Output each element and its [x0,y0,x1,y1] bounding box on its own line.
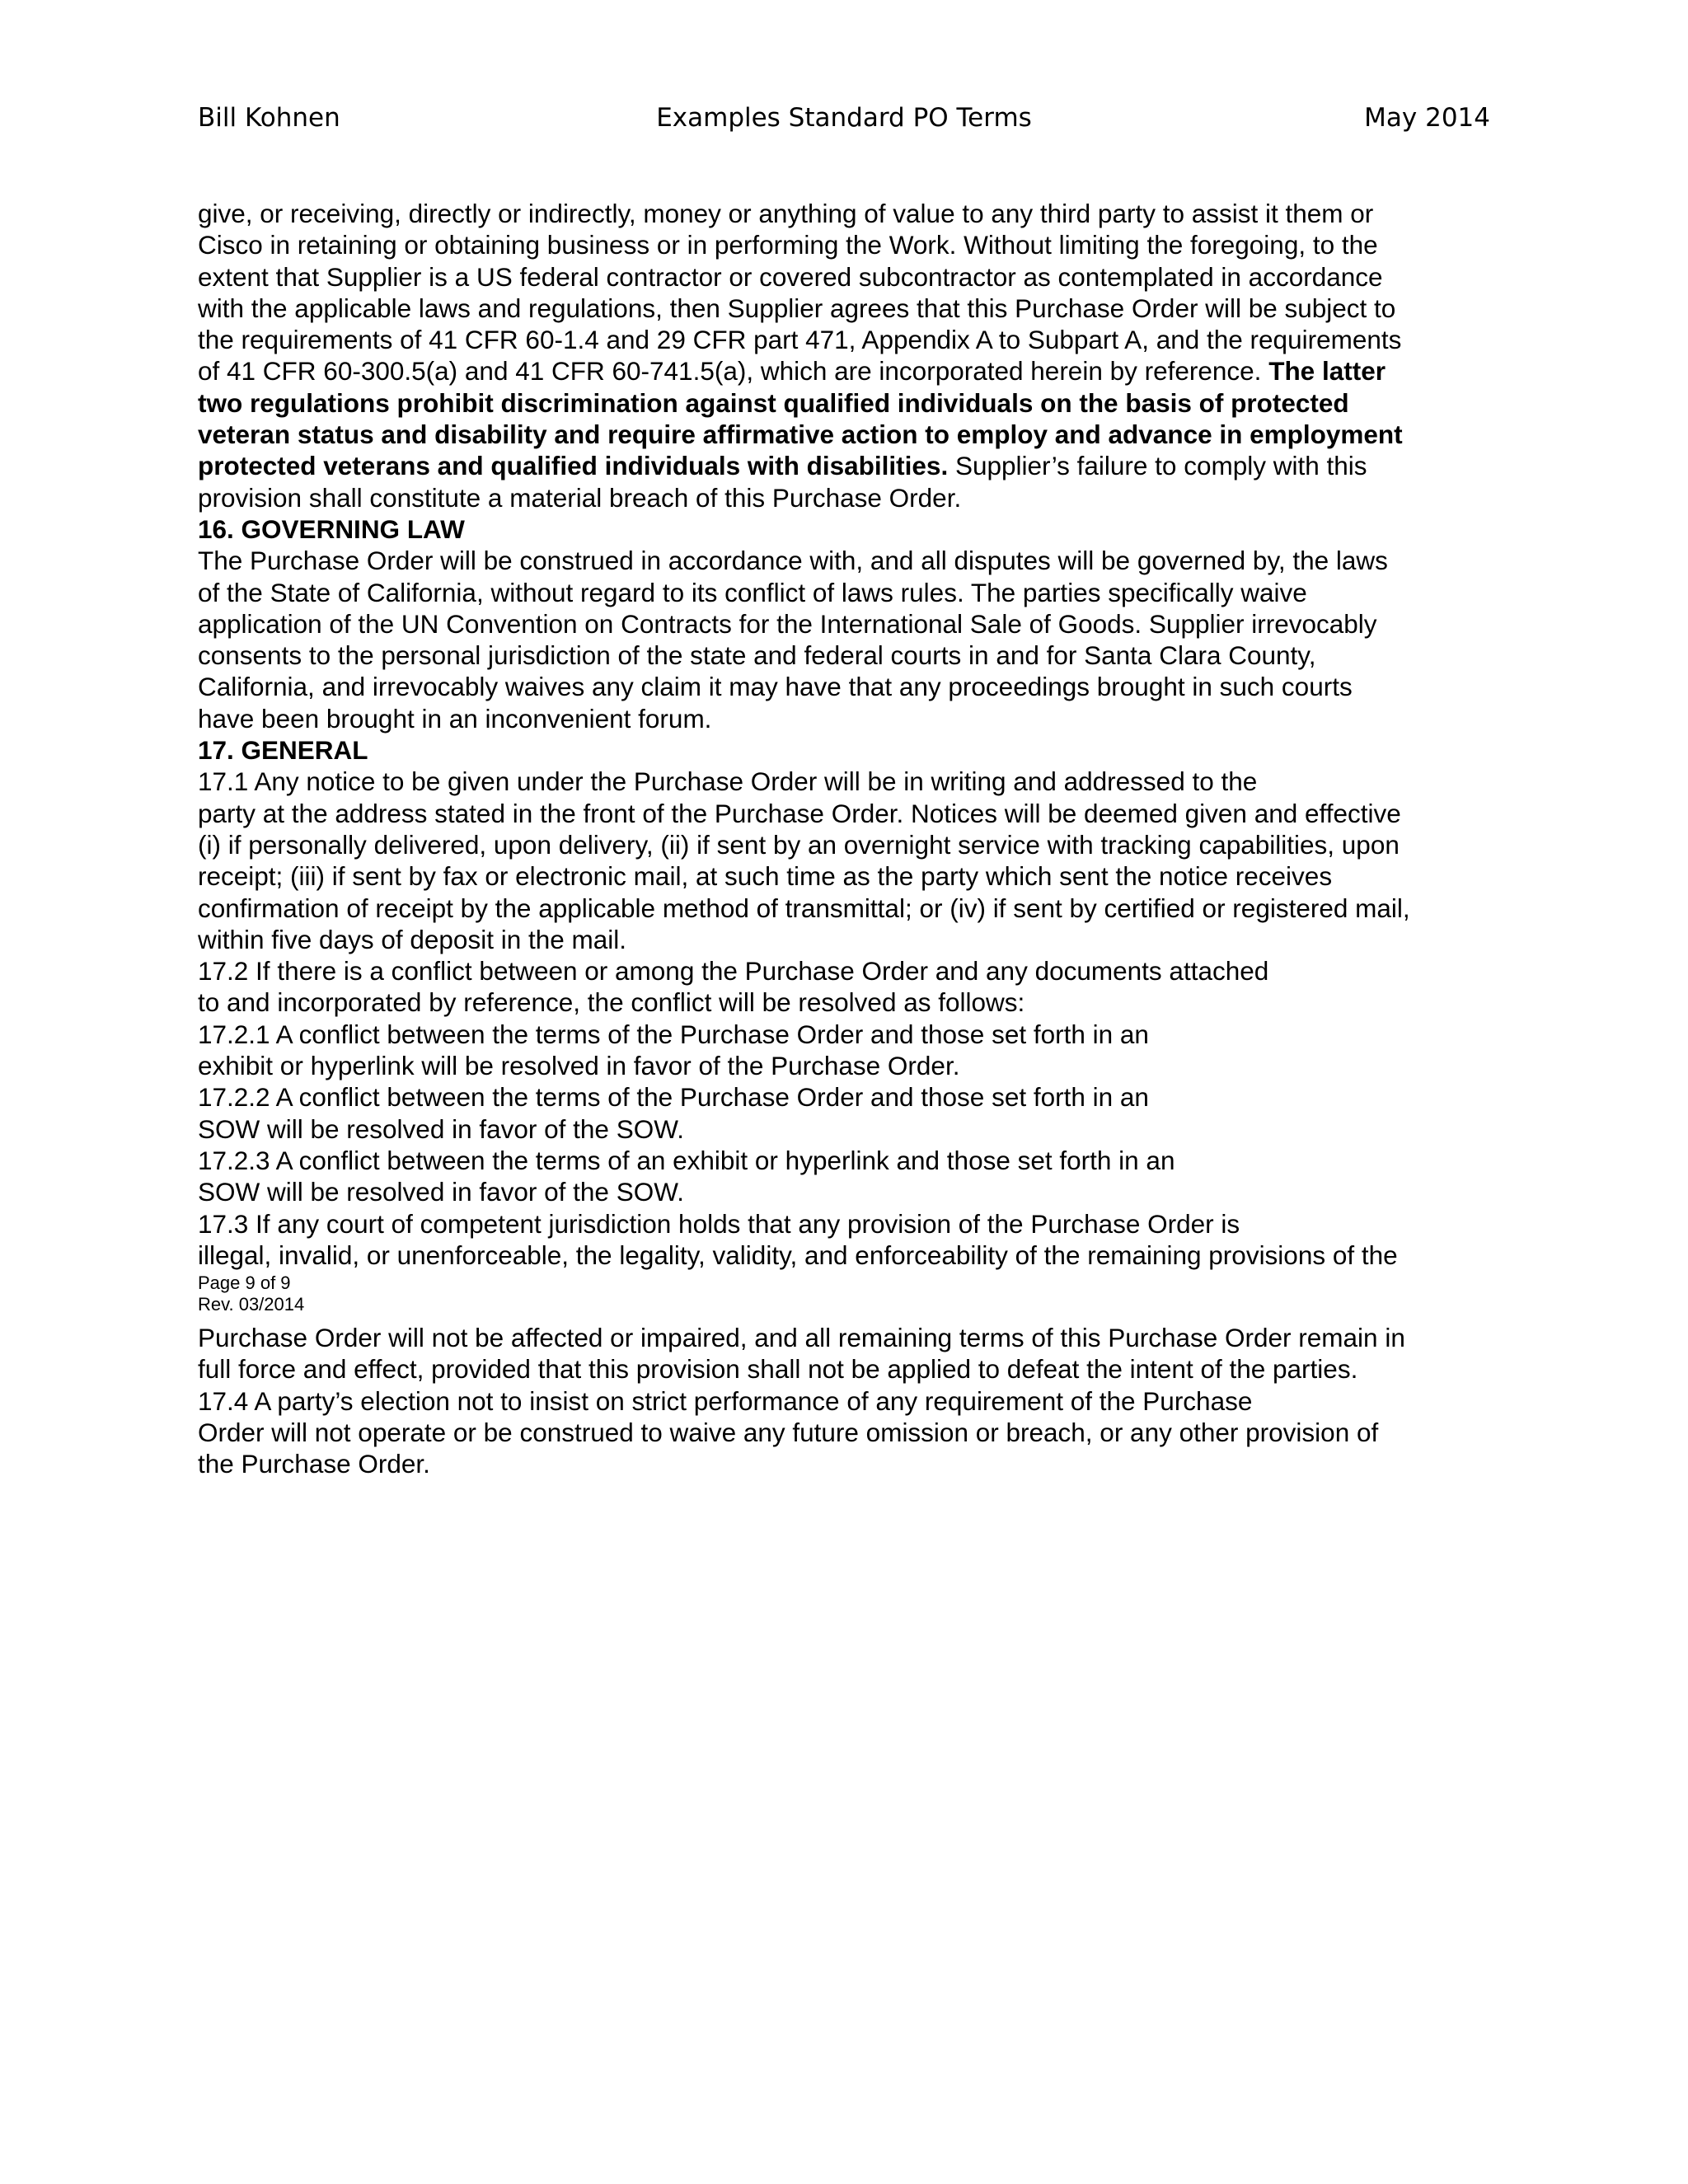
text-line [198,450,1500,481]
text-line [198,387,1500,419]
header-author: Bill Kohnen [198,103,340,133]
text-line: 17.2 If there is a conflict between or among the Purchase Order and any documents attached [198,956,1269,987]
text-line: full force and effect, provided that this provision shall not be applied to defeat the intent of the parties. [198,1354,1358,1385]
bold-text: protected veterans and qualified individuals with disabilities. [198,451,949,481]
text-line: receipt; (iii) if sent by fax or electronic mail, at such time as the party which sent the notice receives [198,861,1333,892]
section-17 [198,734,1500,1480]
text-line: SOW will be resolved in favor of the SOW. [198,1177,684,1207]
text-line: SOW will be resolved in favor of the SOW. [198,1113,684,1144]
text-line [198,734,1500,766]
header-title: Examples Standard PO Terms [656,103,1032,133]
section-15-continuation [198,198,1500,513]
text-line: application of the UN Convention on Contracts for the International Sale of Goods. Supplier irrevocably [198,608,1377,639]
text-line: Order will not operate or be construed to waive any future omission or breach, or any other provision of [198,1417,1379,1447]
text-line [198,355,1500,387]
text-line: extent that Supplier is a US federal contractor or covered subcontractor as contemplated in accordance [198,261,1383,292]
revision-label: Rev. 03/2014 [198,1294,305,1315]
text-line: 17.2.1 A conflict between the terms of the Purchase Order and those set forth in an [198,1019,1149,1049]
text-line: party at the address stated in the front of the Purchase Order. Notices will be deemed given and effective [198,798,1401,828]
page-header [198,97,1490,138]
text-line: 17.2.3 A conflict between the terms of an exhibit or hyperlink and those set forth in an [198,1145,1175,1175]
text-line: of the State of California, without regard to its conflict of laws rules. The parties specifically waive [198,577,1307,607]
text-line: consents to the personal jurisdiction of the state and federal courts in and for Santa Clara County, [198,640,1316,671]
text-line: with the applicable laws and regulations, then Supplier agrees that this Purchase Order will be subject to [198,293,1396,323]
text-line: Cisco in retaining or obtaining business or in performing the Work. Without limiting the foregoing, to the [198,230,1378,260]
text-line: (i) if personally delivered, upon delivery, (ii) if sent by an overnight service with tracking capabilities, upon [198,829,1400,860]
bold-text: veteran status and disability and require affirmative action to employ and advance in employment [198,419,1403,450]
text-line: within five days of deposit in the mail. [198,924,627,954]
text-line: 17.2.2 A conflict between the terms of the Purchase Order and those set forth in an [198,1082,1149,1113]
text-line: the Purchase Order. [198,1449,430,1479]
text-line [198,513,1500,545]
text-line: exhibit or hyperlink will be resolved in favor of the Purchase Order. [198,1051,960,1081]
text-line: give, or receiving, directly or indirectly, money or anything of value to any third party to assist it them or [198,199,1374,228]
bold-text: two regulations prohibit discrimination against qualified individuals on the basis of protected [198,387,1349,418]
text-line: California, and irrevocably waives any claim it may have that any proceedings brought in such courts [198,672,1353,702]
bold-text: The latter [1268,356,1386,387]
text-line: 17.1 Any notice to be given under the Purchase Order will be in writing and addressed to the [198,766,1258,797]
text-line: Purchase Order will not be affected or impaired, and all remaining terms of this Purchase Order remain in [198,1323,1405,1353]
section-heading: 16. GOVERNING LAW [198,513,465,544]
text-line: have been brought in an inconvenient forum. [198,703,712,733]
page-number: Page 9 of 9 [198,1272,291,1294]
text-line: confirmation of receipt by the applicable method of transmittal; or (iv) if sent by certified or registered mail, [198,893,1410,923]
header-date: May 2014 [1364,103,1490,133]
text-line: illegal, invalid, or unenforceable, the legality, validity, and enforceability of the remaining provisions of the [198,1240,1398,1270]
text-line: to and incorporated by reference, the conflict will be resolved as follows: [198,987,1025,1018]
section-16 [198,513,1500,734]
text-line: 17.3 If any court of competent jurisdiction holds that any provision of the Purchase Order is [198,1208,1240,1239]
text-segment: Supplier’s failure to comply with this [948,451,1367,481]
document-body [198,198,1500,1480]
text-line: the requirements of 41 CFR 60-1.4 and 29 CFR part 471, Appendix A to Subpart A, and the requirements [198,325,1402,355]
text-segment: of 41 CFR 60-300.5(a) and 41 CFR 60-741.5(a), which are incorporated herein by reference. [198,356,1269,387]
text-line [198,419,1500,450]
section-heading: 17. GENERAL [198,735,368,766]
text-line: provision shall constitute a material breach of this Purchase Order. [198,482,962,513]
text-line: 17.4 A party’s election not to insist on strict performance of any requirement of the Purchase [198,1385,1253,1416]
text-line: The Purchase Order will be construed in accordance with, and all disputes will be governed by, the laws [198,546,1388,576]
